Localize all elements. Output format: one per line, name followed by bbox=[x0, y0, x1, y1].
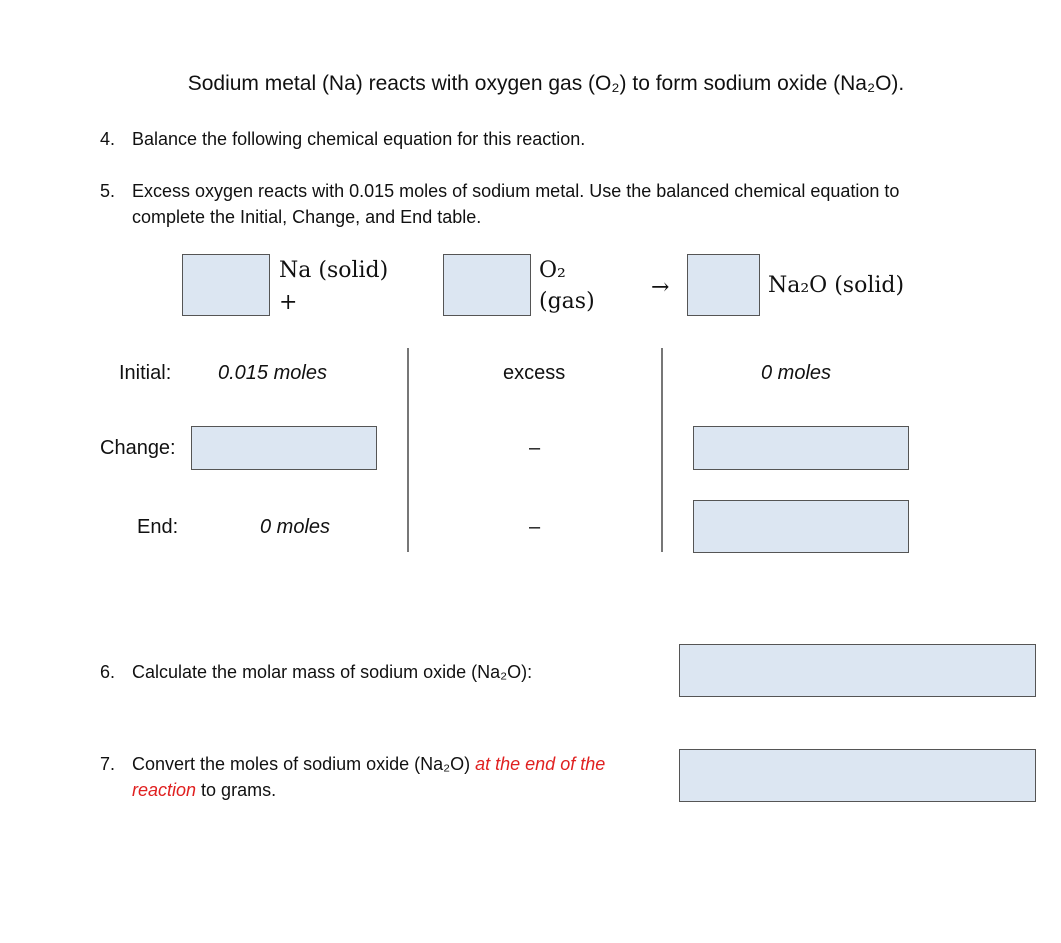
product-na2o-label: Na₂O (solid) bbox=[768, 273, 905, 298]
question-number: 4. bbox=[100, 129, 116, 149]
na-initial-value: 0.015 moles bbox=[218, 362, 327, 384]
reactant-o2-state: (gas) bbox=[539, 289, 595, 314]
emphasis-text: at the end of the bbox=[475, 754, 606, 774]
na-change-input[interactable] bbox=[191, 426, 377, 470]
reactant-na-label: Na (solid) bbox=[279, 258, 389, 283]
question-number: 7. bbox=[100, 754, 116, 774]
question-6 bbox=[100, 659, 660, 685]
page-title: Sodium metal (Na) reacts with oxygen gas (O₂) to form sodium oxide (Na₂O). bbox=[187, 72, 905, 95]
o2-initial-value: excess bbox=[503, 362, 566, 384]
question-number: 5. bbox=[100, 181, 116, 201]
na2o-end-input[interactable] bbox=[693, 500, 909, 553]
na2o-change-input[interactable] bbox=[693, 426, 909, 470]
plus-sign: + bbox=[279, 290, 298, 315]
question-4 bbox=[100, 126, 1000, 152]
o2-change-value: – bbox=[529, 437, 541, 459]
emphasis-text: reaction bbox=[132, 780, 197, 800]
grams-answer-input[interactable] bbox=[679, 749, 1036, 802]
question-text: Balance the following chemical equation for this reaction. bbox=[132, 129, 586, 149]
row-label-change: Change: bbox=[100, 437, 176, 459]
coefficient-input-na2o[interactable] bbox=[687, 254, 760, 316]
o2-end-value: – bbox=[529, 516, 541, 538]
question-text-plain: Convert the moles of sodium oxide (Na₂O) bbox=[132, 754, 476, 774]
row-label-end: End: bbox=[137, 516, 179, 538]
row-label-initial: Initial: bbox=[119, 362, 172, 384]
question-text-line-1: Excess oxygen reacts with 0.015 moles of sodium metal. Use the balanced chemical equation to bbox=[132, 181, 900, 201]
question-text-line-2 bbox=[132, 777, 276, 803]
na-end-value: 0 moles bbox=[260, 516, 331, 538]
table-divider-2 bbox=[661, 348, 663, 552]
question-number: 6. bbox=[100, 662, 116, 682]
na2o-initial-value: 0 moles bbox=[761, 362, 832, 384]
table-divider-1 bbox=[407, 348, 409, 552]
coefficient-input-o2[interactable] bbox=[443, 254, 531, 316]
question-text: Calculate the molar mass of sodium oxide (Na₂O): bbox=[132, 662, 533, 682]
reactant-o2-label: O₂ bbox=[539, 258, 566, 283]
molar-mass-answer-input[interactable] bbox=[679, 644, 1036, 697]
question-7 bbox=[100, 751, 660, 803]
question-text-line-2: complete the Initial, Change, and End table. bbox=[132, 207, 482, 227]
reaction-arrow: → bbox=[651, 275, 670, 300]
question-5 bbox=[100, 178, 1000, 230]
question-text-line-1 bbox=[132, 751, 605, 777]
coefficient-input-na[interactable] bbox=[182, 254, 270, 316]
question-text-plain: to grams. bbox=[196, 780, 277, 800]
